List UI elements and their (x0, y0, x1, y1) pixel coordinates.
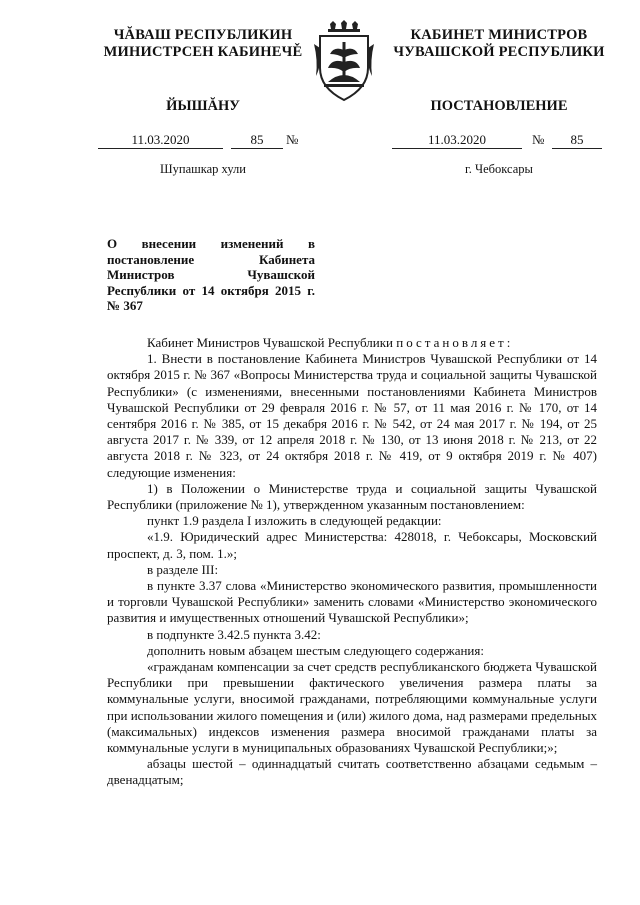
body-paragraph: «гражданам компенсации за счет средств республиканского бюджета Чувашской Республики при превышении фактического увеличения размера платы за коммунальные услуги, вносимой гражданами, потребляющими коммунальные услуги при использовании жилого помещения и (или) жилого дома, над размерами предельных (максимальных) индексов изменения размера вносимой гражданами платы за коммунальные услуги в муниципальных образованиях Чувашской Республики;»; (107, 659, 597, 756)
header-left-line2: МИНИСТРСЕН КАБИНЕЧĚ (103, 44, 303, 60)
body-paragraph: «1.9. Юридический адрес Министерства: 428018, г. Чебоксары, Московский проспект, д. 3, пом. 1.»; (107, 529, 597, 561)
body-paragraph: 1. Внести в постановление Кабинета Министров Чувашской Республики от 14 октября 2015 г. № 367 «Вопросы Министерства труда и социальной защиты Чувашской Республики» (с изменениями, внесенными постановлениями Кабинета Министров Чувашской Республики от 29 февраля 2016 г. № 57, от 11 мая 2016 г. № 170, от 14 сентября 2016 г. № 385, от 15 декабря 2016 г. № 542, от 24 мая 2017 г. № 194, от 25 августа 2017 г. № 339, от 12 апреля 2018 г. № 130, от 13 июня 2018 г. № 213, от 22 августа 2018 г. № 323, от 24 октября 2018 г. № 419, от 9 октября 2019 г. № 407) следующие изменения: (107, 351, 597, 480)
header-right-line1: КАБИНЕТ МИНИСТРОВ (410, 27, 588, 43)
body-paragraph: дополнить новым абзацем шестым следующего содержания: (147, 642, 484, 658)
document-subject: О внесении изменений в постановление Кабинета Министров Чувашской Республики от 14 октября 2015 г. № 367 (107, 236, 315, 313)
intro-paragraph (107, 335, 597, 351)
place-right: г. Чебоксары (465, 162, 533, 176)
header-right-kind: ПОСТАНОВЛЕНИЕ (430, 98, 568, 114)
body-paragraph: пункт 1.9 раздела I изложить в следующей редакции: (147, 513, 442, 529)
document-body (107, 335, 597, 789)
header-left-title (90, 27, 316, 61)
header-right-title (382, 27, 616, 61)
registration-right-number: 85 (552, 131, 602, 149)
registration-left-number: 85 (231, 131, 283, 149)
header-left-line1: ЧĂВАШ РЕСПУБЛИКИН (113, 27, 293, 43)
body-paragraph: в подпункте 3.42.5 пункта 3.42: (147, 626, 321, 642)
registration-right-number-sign: № (532, 132, 545, 147)
intro-lead: Кабинет Министров Чувашской Республики (147, 335, 393, 350)
registration-left-number-sign: № (286, 132, 299, 147)
body-paragraph: в пункте 3.37 слова «Министерство экономического развития, промышленности и торговли Чувашской Республики» заменить словами «Министерство экономического развития и имущественных отношений Чувашской Республики»; (107, 578, 597, 626)
chuvash-coat-of-arms-icon (310, 20, 378, 106)
body-paragraph: 1) в Положении о Министерстве труда и социальной защиты Чувашской Республики (приложение № 1), утвержденном указанным постановлением: (107, 480, 597, 513)
place-left: Шупашкар хули (160, 162, 246, 176)
registration-right (392, 131, 616, 149)
body-paragraph: в разделе III: (147, 561, 219, 577)
body-paragraph: абзацы шестой – одиннадцатый считать соответственно абзацами седьмым – двенадцатым; (107, 756, 597, 788)
header-right-line2: ЧУВАШСКОЙ РЕСПУБЛИКИ (393, 44, 605, 60)
registration-left (98, 131, 316, 149)
registration-left-date: 11.03.2020 (98, 131, 223, 149)
intro-verb: постановляет: (396, 335, 514, 350)
registration-right-date: 11.03.2020 (392, 131, 522, 149)
header-left-kind: ЙЫШĂНУ (166, 98, 240, 114)
